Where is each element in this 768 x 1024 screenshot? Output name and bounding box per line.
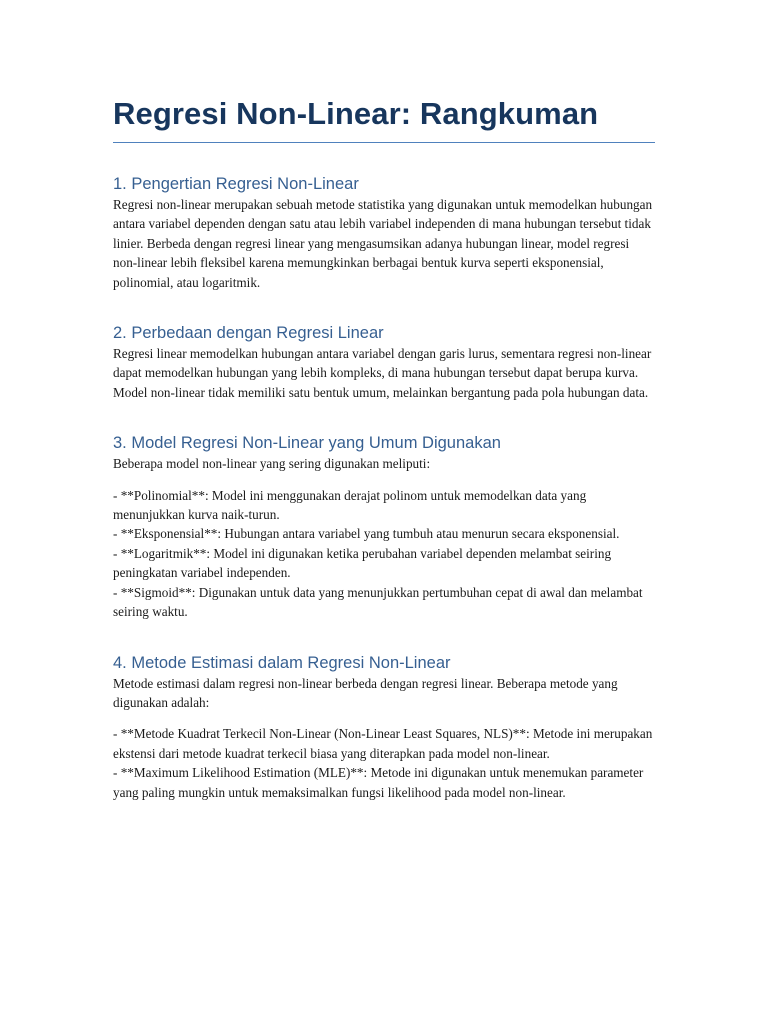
section-paragraph: Regresi linear memodelkan hubungan antara variabel dengan garis lurus, sementara regresi non-linear dapat memodelkan hubungan yang lebih kompleks, di mana hubungan tersebut dapat berupa kurva. Model non-linear tidak memiliki satu bentuk umum, melainkan bergantung pada pola hubungan data. (113, 346, 652, 400)
section-perbedaan (113, 322, 655, 402)
section-heading: 3. Model Regresi Non-Linear yang Umum Digunakan (113, 434, 501, 453)
section-paragraph: Beberapa model non-linear yang sering digunakan meliputi: (113, 456, 431, 472)
section-paragraph: Metode estimasi dalam regresi non-linear berbeda dengan regresi linear. Beberapa metode yang digunakan adalah: (113, 675, 618, 710)
section-model-umum (113, 432, 655, 621)
section-pengertian (113, 173, 655, 292)
section-paragraph: Regresi non-linear merupakan sebuah metode statistika yang digunakan untuk memodelkan hubungan antara variabel dependen dengan satu atau lebih variabel independen di mana hubungan tersebut tidak linier. Berbeda dengan regresi linear yang mengasumsikan adanya hubungan linear, model regresi non-linear lebih fleksibel karena memungkinkan berbagai bentuk kurva seperti eksponensial, polinomial, atau logaritmik. (113, 197, 653, 290)
document-page (113, 94, 655, 802)
section-list: - **Polinomial**: Model ini menggunakan derajat polinom untuk memodelkan data yang menunjukkan kurva naik-turun. - **Eksponensial**: Hubungan antara variabel yang tumbuh atau menurun secara eksponensial. - **Logaritmik**: Model ini digunakan ketika perubahan variabel dependen melambat seiring peningkatan variabel independen. - **Sigmoid**: Digunakan untuk data yang menunjukkan pertumbuhan cepat di awal dan melambat seiring waktu. (113, 487, 643, 620)
section-metode-estimasi (113, 652, 655, 802)
section-list: - **Metode Kuadrat Terkecil Non-Linear (Non-Linear Least Squares, NLS)**: Metode ini merupakan ekstensi dari metode kuadrat terkecil biasa yang diterapkan pada model non-linear. - **Maximum Likelihood Estimation (MLE)**: Metode ini digunakan untuk menemukan parameter yang paling mungkin untuk memaksimalkan fungsi likelihood pada model non-linear. (113, 726, 653, 800)
document-title: Regresi Non-Linear: Rangkuman (113, 94, 655, 143)
section-heading: 2. Perbedaan dengan Regresi Linear (113, 324, 384, 343)
section-heading: 4. Metode Estimasi dalam Regresi Non-Linear (113, 653, 451, 672)
section-heading: 1. Pengertian Regresi Non-Linear (113, 175, 359, 193)
